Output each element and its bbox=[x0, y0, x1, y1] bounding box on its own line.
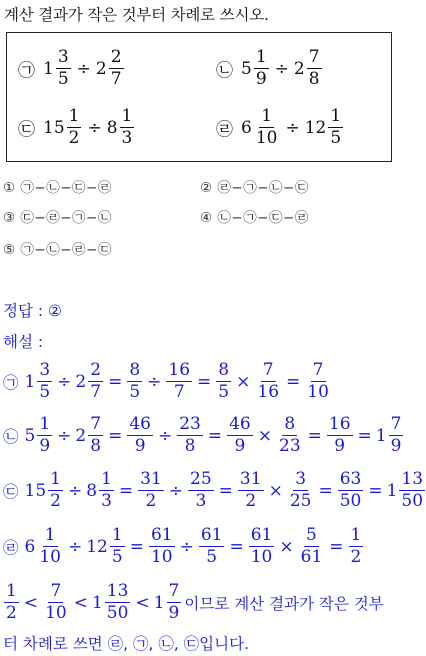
fraction: $\frac{16}{7}$ bbox=[168, 360, 191, 402]
fraction: $\frac{7}{9}$ bbox=[168, 581, 180, 623]
whole-number: 6 bbox=[241, 117, 252, 138]
question-text: 계산 결과가 작은 것부터 차례로 쓰시오. bbox=[4, 6, 269, 24]
marker-c: ㉢ bbox=[3, 482, 19, 501]
fraction: $\frac{61}{10}$ bbox=[150, 525, 173, 567]
fraction: $\frac{2}{7}$ bbox=[90, 360, 102, 402]
solution-a: ㉠ 1 $\frac{3}{5}$ ÷ 2 $\frac{2}{7}$ = $\frac{8}{5}$ ÷ $\frac{16}{7}$ = $\frac{8}{5}$ × $\frac{7}{16}$ = $\frac{7}{10}$ bbox=[3, 360, 329, 402]
fraction: $\frac{63}{50}$ bbox=[339, 469, 362, 511]
fraction: $\frac{1}{2}$ bbox=[6, 581, 17, 623]
marker-c: ㉢ bbox=[18, 120, 35, 140]
fraction: $\frac{1}{9}$ bbox=[255, 47, 267, 89]
fraction: $\frac{61}{5}$ bbox=[200, 525, 223, 567]
marker-b: ㉡ bbox=[216, 61, 233, 81]
fraction: $\frac{23}{8}$ bbox=[179, 414, 201, 456]
expression-c bbox=[18, 108, 135, 147]
fraction: $\frac{1}{3}$ bbox=[121, 106, 133, 148]
fraction: $\frac{7}{10}$ bbox=[307, 360, 329, 402]
fraction: $\frac{1}{9}$ bbox=[39, 414, 51, 456]
fraction: $\frac{1}{2}$ bbox=[68, 106, 80, 148]
operator: ÷ bbox=[285, 117, 300, 138]
fraction: $\frac{8}{5}$ bbox=[129, 360, 141, 402]
whole-number: 1 bbox=[43, 58, 54, 79]
choice-4[interactable]: ④ ㉡−㉠−㉢−㉣ bbox=[200, 210, 309, 226]
expression-b bbox=[216, 49, 323, 88]
fraction: $\frac{31}{2}$ bbox=[239, 469, 262, 511]
fraction: $\frac{2}{7}$ bbox=[110, 47, 122, 89]
conclusion-text-1: 이므로 계산 결과가 작은 것부 bbox=[184, 594, 384, 613]
fraction: $\frac{16}{9}$ bbox=[328, 414, 351, 456]
whole-number: 2 bbox=[293, 58, 305, 79]
whole-number: 15 bbox=[43, 117, 65, 138]
comparison-line: $\frac{1}{2}$ < $\frac{7}{10}$ < 1 $\frac{13}{50}$ < 1 $\frac{7}{9}$ 이므로 계산 결과가 작은 것부 bbox=[6, 581, 384, 623]
fraction: $\frac{13}{50}$ bbox=[401, 469, 424, 511]
fraction: $\frac{1}{5}$ bbox=[111, 525, 123, 567]
fraction: $\frac{31}{2}$ bbox=[140, 469, 162, 511]
fraction: $\frac{7}{10}$ bbox=[45, 581, 67, 623]
fraction: $\frac{1}{10}$ bbox=[255, 106, 278, 148]
expression-a bbox=[18, 49, 125, 88]
operator: ÷ bbox=[87, 117, 102, 138]
fraction: $\frac{3}{25}$ bbox=[289, 469, 312, 511]
operator: ÷ bbox=[274, 58, 289, 79]
marker-a: ㉠ bbox=[18, 61, 35, 81]
whole-number: 2 bbox=[95, 58, 107, 79]
whole-number: 12 bbox=[304, 117, 327, 138]
whole-number: 8 bbox=[106, 117, 118, 138]
fraction: $\frac{3}{5}$ bbox=[57, 47, 69, 89]
fraction: $\frac{1}{5}$ bbox=[330, 106, 342, 148]
marker-b: ㉡ bbox=[3, 427, 19, 446]
fraction: $\frac{7}{16}$ bbox=[257, 360, 280, 402]
fraction: $\frac{7}{8}$ bbox=[308, 47, 320, 89]
fraction: $\frac{7}{8}$ bbox=[90, 414, 102, 456]
solution-b: ㉡ 5 $\frac{1}{9}$ ÷ 2 $\frac{7}{8}$ = $\frac{46}{9}$ ÷ $\frac{23}{8}$ = $\frac{46}{9}$ × $\frac{8}{23}$ = $\frac{16}{9}$ = 1 $\frac{7}{9}$ bbox=[3, 414, 402, 456]
conclusion-text-2: 터 차례로 쓰면 ㉣, ㉠, ㉡, ㉢입니다. bbox=[3, 635, 250, 653]
fraction: $\frac{1}{3}$ bbox=[101, 469, 112, 511]
marker-a: ㉠ bbox=[3, 373, 19, 392]
fraction: $\frac{7}{9}$ bbox=[390, 414, 402, 456]
fraction: $\frac{1}{10}$ bbox=[39, 525, 61, 567]
choice-1[interactable]: ① ㉠−㉡−㉢−㉣ bbox=[3, 180, 112, 196]
choice-3[interactable]: ③ ㉢−㉣−㉠−㉡ bbox=[3, 210, 112, 226]
marker-d: ㉣ bbox=[3, 538, 19, 557]
expression-d bbox=[216, 108, 344, 147]
explanation-label: 해설 : bbox=[3, 333, 44, 351]
fraction: $\frac{8}{23}$ bbox=[279, 414, 301, 456]
fraction: $\frac{1}{2}$ bbox=[350, 525, 362, 567]
solution-c: ㉢ 15 $\frac{1}{2}$ ÷ 8 $\frac{1}{3}$ = $\frac{31}{2}$ ÷ $\frac{25}{3}$ = $\frac{31}{2}$ × $\frac{3}{25}$ = $\frac{63}{50}$ = 1 $\frac{13}{50}$ bbox=[3, 469, 424, 511]
fraction: $\frac{8}{5}$ bbox=[218, 360, 230, 402]
fraction: $\frac{46}{9}$ bbox=[129, 414, 151, 456]
fraction: $\frac{1}{2}$ bbox=[50, 469, 61, 511]
fraction: $\frac{61}{10}$ bbox=[250, 525, 273, 567]
solution-d: ㉣ 6 $\frac{1}{10}$ ÷ 12 $\frac{1}{5}$ = $\frac{61}{10}$ ÷ $\frac{61}{5}$ = $\frac{61}{10}$ × $\frac{5}{61}$ = $\frac{1}{2}$ bbox=[3, 525, 362, 567]
marker-d: ㉣ bbox=[216, 120, 233, 140]
whole-number: 5 bbox=[241, 58, 252, 79]
fraction: $\frac{46}{9}$ bbox=[229, 414, 251, 456]
choice-2[interactable]: ② ㉣−㉠−㉡−㉢ bbox=[200, 180, 309, 196]
fraction: $\frac{5}{61}$ bbox=[300, 525, 323, 567]
answer-label: 정답 : ② bbox=[3, 302, 62, 320]
operator: ÷ bbox=[76, 58, 91, 79]
fraction: $\frac{3}{5}$ bbox=[39, 360, 51, 402]
fraction: $\frac{25}{3}$ bbox=[190, 469, 212, 511]
choice-5[interactable]: ⑤ ㉠−㉡−㉣−㉢ bbox=[3, 242, 112, 258]
fraction: $\frac{13}{50}$ bbox=[106, 581, 129, 623]
